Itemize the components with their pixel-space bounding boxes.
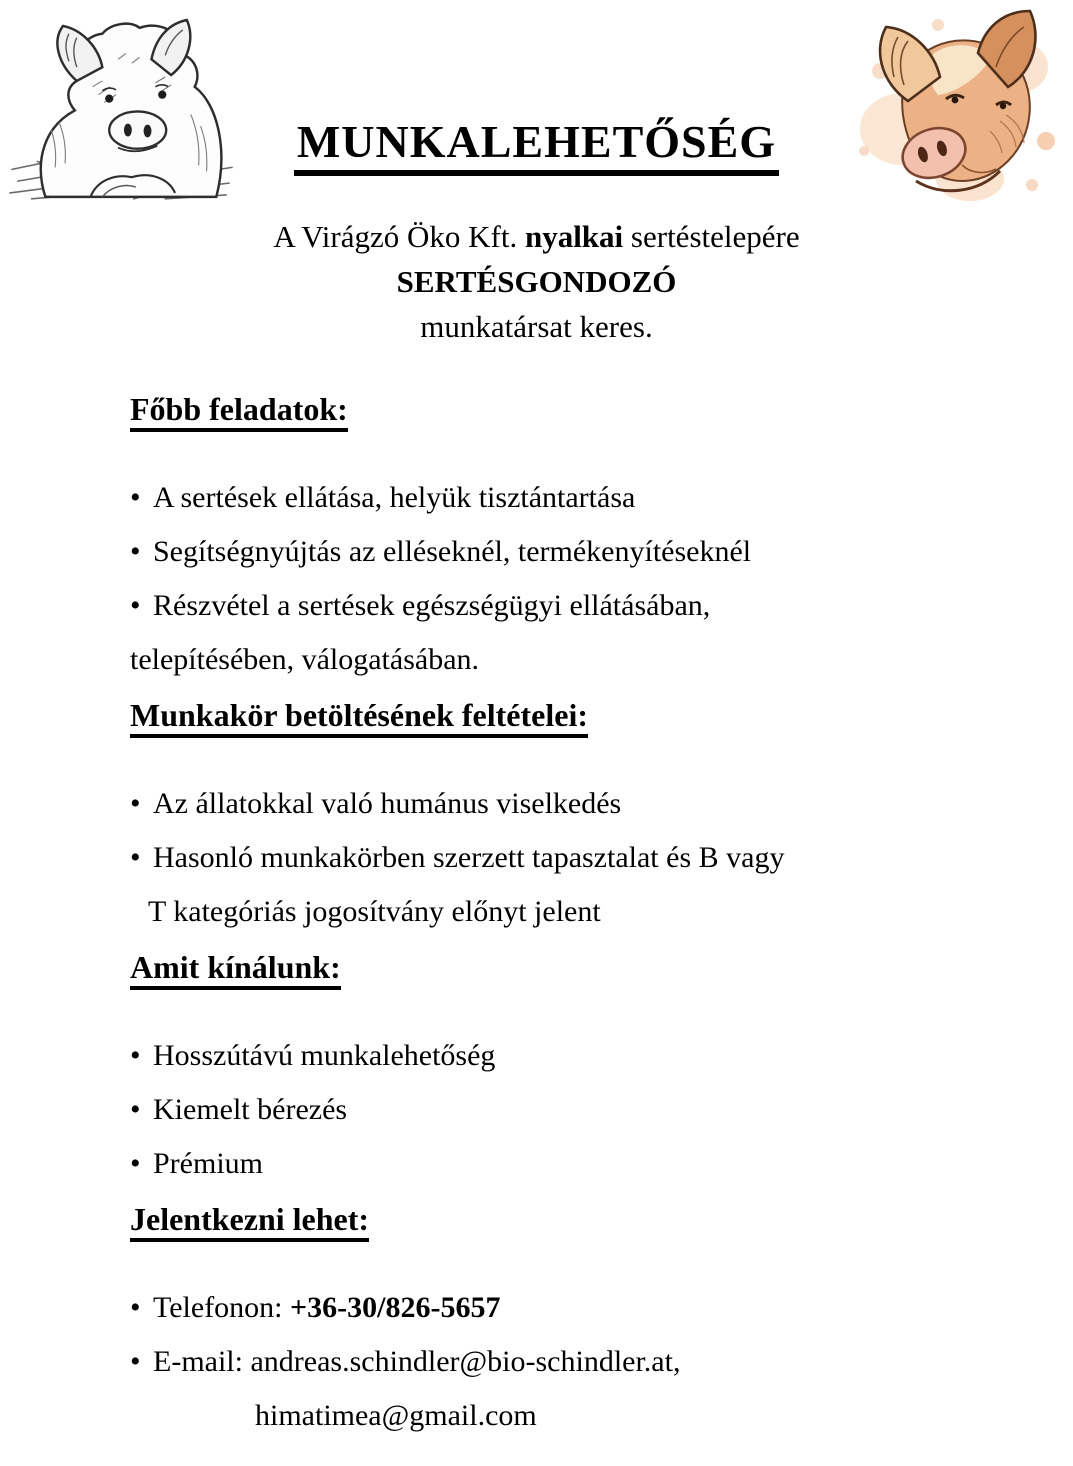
list-item-text: Kiemelt bérezés: [153, 1092, 348, 1126]
email-address-secondary: himatimea@gmail.com: [255, 1398, 537, 1432]
section-apply-list: [130, 1281, 1013, 1443]
intro-line-1-suffix: sertéstelepére: [623, 218, 800, 254]
intro-line-1-prefix: A Virágzó Öko Kft.: [273, 218, 525, 254]
section-tasks-list: [130, 471, 1013, 687]
email-item: [130, 1335, 1013, 1389]
section-requirements-list: [130, 777, 1013, 939]
section-requirements-heading-text: Munkakör betöltésének feltételei:: [130, 697, 588, 738]
piglet-sketch-image: [8, 4, 234, 206]
section-offer-list: [130, 1029, 1013, 1191]
intro-line-1-bold: nyalkai: [524, 218, 624, 254]
bullet-icon: •: [130, 534, 141, 568]
phone-item: [130, 1281, 1013, 1335]
list-item-text: Az állatokkal való humánus viselkedés: [153, 786, 622, 820]
list-item: [130, 1029, 1013, 1083]
bullet-icon: •: [130, 1290, 141, 1324]
page-title: MUNKALEHETŐSÉG: [294, 116, 779, 176]
email-item-continuation: [130, 1389, 1013, 1443]
section-tasks: [130, 389, 1013, 687]
list-item: [130, 1137, 1013, 1191]
list-item-text: Részvétel a sertések egészségügyi ellátásában,: [153, 588, 711, 622]
list-item-text: T kategóriás jogosítvány előnyt jelent: [148, 894, 601, 928]
bullet-icon: •: [130, 1092, 141, 1126]
list-item-continuation: [130, 633, 1013, 687]
intro-line-3: munkatársat keres.: [420, 308, 653, 344]
list-item: [130, 579, 1013, 633]
phone-label: Telefonon:: [153, 1290, 291, 1324]
section-offer: [130, 947, 1013, 1191]
intro-line-2-position: SERTÉSGONDOZÓ: [396, 263, 677, 299]
section-tasks-heading-text: Főbb feladatok:: [130, 391, 348, 432]
pig-head-illustration: [850, 0, 1066, 208]
section-offer-heading: [130, 947, 1013, 987]
list-item-text: A sertések ellátása, helyük tisztántartása: [153, 480, 636, 514]
list-item: [130, 1083, 1013, 1137]
section-apply-heading: [130, 1199, 1013, 1239]
bullet-icon: •: [130, 1038, 141, 1072]
list-item: [130, 471, 1013, 525]
pig-head-icon: [850, 0, 1066, 208]
phone-number: +36-30/826-5657: [290, 1290, 501, 1324]
list-item: [130, 831, 1013, 885]
list-item-text: telepítésében, válogatásában.: [130, 642, 480, 676]
section-offer-heading-text: Amit kínálunk:: [130, 949, 341, 990]
bullet-icon: •: [130, 480, 141, 514]
intro-line-1: [0, 214, 1073, 259]
list-item-continuation: [130, 885, 1013, 939]
list-item-text: Hosszútávú munkalehetőség: [153, 1038, 496, 1072]
list-item-text: Prémium: [153, 1146, 263, 1180]
section-tasks-heading: [130, 389, 1013, 429]
list-item: [130, 777, 1013, 831]
email-address-primary: E-mail: andreas.schindler@bio-schindler.at,: [153, 1344, 681, 1378]
list-item-text: Hasonló munkakörben szerzett tapasztalat és B vagy: [153, 840, 785, 874]
list-item: [130, 525, 1013, 579]
intro-text: [0, 214, 1073, 349]
section-requirements: [130, 695, 1013, 939]
section-apply-heading-text: Jelentkezni lehet:: [130, 1201, 369, 1242]
bullet-icon: •: [130, 1344, 141, 1378]
flyer-body: [0, 389, 1073, 1443]
bullet-icon: •: [130, 588, 141, 622]
bullet-icon: •: [130, 840, 141, 874]
section-requirements-heading: [130, 695, 1013, 735]
list-item-text: Segítségnyújtás az elléseknél, termékenyítéseknél: [153, 534, 752, 568]
bullet-icon: •: [130, 1146, 141, 1180]
piglet-sketch-icon: [8, 4, 234, 206]
section-apply: [130, 1199, 1013, 1443]
bullet-icon: •: [130, 786, 141, 820]
